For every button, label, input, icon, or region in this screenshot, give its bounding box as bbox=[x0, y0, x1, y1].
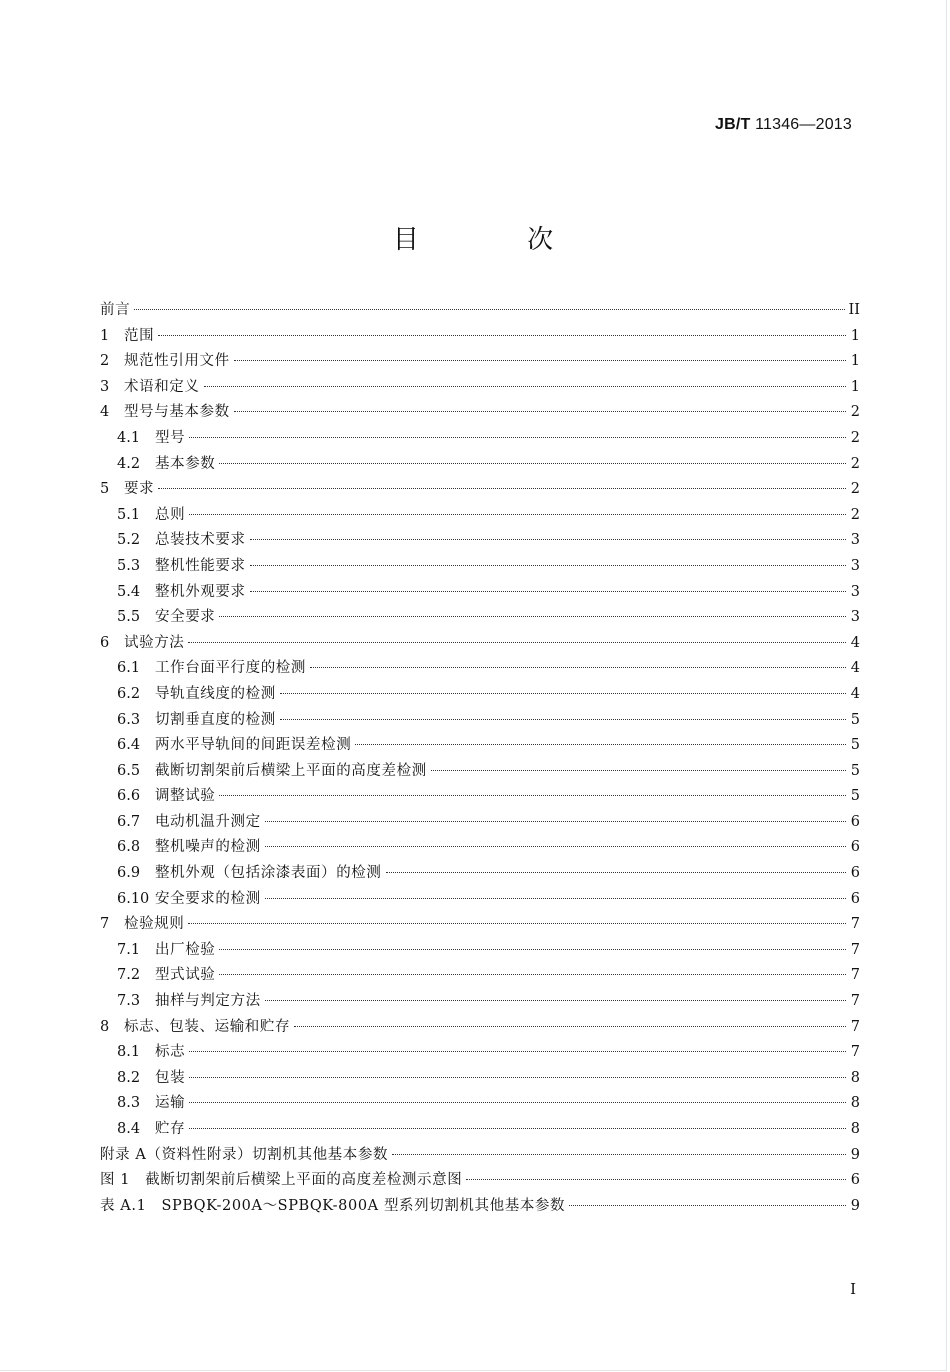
toc-entry[interactable] bbox=[100, 759, 860, 785]
toc-entry-title: 型号与基本参数 bbox=[124, 404, 230, 421]
toc-leader-dots bbox=[188, 923, 846, 924]
toc-entry-page: 7 bbox=[850, 967, 860, 984]
toc-entry-number: 8.4 bbox=[117, 1121, 141, 1137]
toc-entry-number: 8.3 bbox=[117, 1095, 141, 1112]
toc-leader-dots bbox=[219, 795, 846, 796]
toc-entry-title: 型式试验 bbox=[155, 967, 216, 984]
toc-leader-dots bbox=[189, 1102, 846, 1103]
toc-leader-dots bbox=[310, 667, 846, 668]
toc-entry-page: 3 bbox=[850, 532, 860, 549]
toc-entry-title: 基本参数 bbox=[155, 455, 216, 472]
toc-entry[interactable] bbox=[100, 1117, 860, 1143]
toc-entry-page: 4 bbox=[850, 634, 860, 651]
toc-leader-dots bbox=[355, 744, 846, 745]
toc-entry-title: 表 A.1 SPBQK-200A～SPBQK-800A 型系列切割机其他基本参数 bbox=[100, 1197, 566, 1214]
toc-entry[interactable] bbox=[100, 452, 860, 478]
toc-entry-number: 6.2 bbox=[117, 685, 141, 702]
toc-entry-page: 6 bbox=[850, 890, 860, 907]
toc-entry-page: 8 bbox=[850, 1095, 860, 1112]
toc-entry[interactable] bbox=[100, 477, 860, 503]
toc-entry-page: 7 bbox=[850, 1018, 860, 1035]
toc-entry-title: 总则 bbox=[155, 506, 186, 523]
toc-entry-title: 整机性能要求 bbox=[155, 557, 246, 574]
toc-entry-page: 3 bbox=[850, 609, 860, 626]
toc-entry-number: 6 bbox=[100, 634, 110, 651]
toc-entry-title: 总装技术要求 bbox=[155, 532, 246, 549]
toc-entry-page: 7 bbox=[850, 916, 860, 933]
toc-leader-dots bbox=[386, 872, 847, 873]
page-title: 目 次 bbox=[392, 225, 604, 255]
toc-entry-page: 5 bbox=[850, 711, 860, 728]
toc-entry-number: 5.3 bbox=[117, 557, 141, 574]
toc-leader-dots bbox=[265, 846, 846, 847]
toc-entry[interactable] bbox=[100, 708, 860, 734]
toc-entry-page: 9 bbox=[850, 1146, 860, 1163]
toc-entry[interactable] bbox=[100, 810, 860, 836]
toc-entry-page: 5 bbox=[850, 762, 860, 779]
toc-leader-dots bbox=[280, 693, 846, 694]
toc-entry-number: 6.10 bbox=[117, 890, 150, 907]
toc-entry[interactable] bbox=[100, 580, 860, 606]
toc-entry[interactable] bbox=[100, 733, 860, 759]
toc-entry[interactable] bbox=[100, 1194, 860, 1220]
toc-leader-dots bbox=[158, 488, 846, 489]
toc-entry-number: 5.1 bbox=[117, 506, 141, 523]
toc-entry[interactable] bbox=[100, 912, 860, 938]
toc-entry-page: 3 bbox=[850, 557, 860, 574]
toc-leader-dots bbox=[569, 1205, 846, 1206]
toc-leader-dots bbox=[188, 642, 846, 643]
toc-entry-page: 8 bbox=[850, 1121, 860, 1137]
toc-entry-number: 5 bbox=[100, 481, 110, 498]
toc-leader-dots bbox=[234, 411, 846, 412]
toc-entry-title: 试验方法 bbox=[124, 634, 185, 651]
toc-entry-title: 贮存 bbox=[155, 1121, 186, 1137]
toc-entry-title: 附录 A（资料性附录）切割机其他基本参数 bbox=[100, 1146, 389, 1163]
toc-leader-dots bbox=[219, 974, 846, 975]
toc-entry-title: 安全要求的检测 bbox=[155, 890, 261, 907]
toc-leader-dots bbox=[250, 539, 846, 540]
toc-entry-number: 8.1 bbox=[117, 1044, 141, 1061]
toc-entry-number: 2 bbox=[100, 353, 110, 370]
toc-entry-page: 2 bbox=[850, 506, 860, 523]
toc-entry[interactable] bbox=[100, 631, 860, 657]
toc-entry[interactable] bbox=[100, 1143, 860, 1169]
toc-entry[interactable] bbox=[100, 503, 860, 529]
toc-leader-dots bbox=[392, 1154, 846, 1155]
toc-entry-title: 型号 bbox=[155, 429, 186, 446]
toc-leader-dots bbox=[158, 335, 846, 336]
toc-entry[interactable] bbox=[100, 349, 860, 375]
toc-leader-dots bbox=[189, 1128, 846, 1129]
toc-entry-title: 出厂检验 bbox=[155, 941, 216, 958]
toc-entry-number: 6.8 bbox=[117, 839, 141, 856]
toc-entry-title: 切割垂直度的检测 bbox=[155, 711, 276, 728]
toc-leader-dots bbox=[250, 565, 846, 566]
toc-entry-page: 4 bbox=[850, 660, 860, 677]
toc-entry-page: 5 bbox=[850, 737, 860, 754]
toc-entry-number: 5.2 bbox=[117, 532, 141, 549]
toc-entry-number: 7.1 bbox=[117, 941, 141, 958]
toc-entry-page: 9 bbox=[850, 1197, 860, 1214]
table-of-contents bbox=[100, 298, 860, 1219]
toc-entry[interactable] bbox=[100, 528, 860, 554]
toc-entry-title: 术语和定义 bbox=[124, 378, 200, 395]
toc-entry-title: 图 1 截断切割架前后横梁上平面的高度差检测示意图 bbox=[100, 1172, 463, 1189]
toc-entry[interactable] bbox=[100, 400, 860, 426]
toc-entry-title: 检验规则 bbox=[124, 916, 185, 933]
toc-entry-page: 2 bbox=[850, 429, 860, 446]
toc-entry-title: 电动机温升测定 bbox=[155, 813, 261, 830]
toc-entry-page: 1 bbox=[850, 353, 860, 370]
toc-entry[interactable] bbox=[100, 1091, 860, 1117]
toc-entry-page: 6 bbox=[850, 1172, 860, 1189]
toc-leader-dots bbox=[265, 898, 846, 899]
toc-entry[interactable] bbox=[100, 1168, 860, 1194]
toc-entry-page: 6 bbox=[850, 813, 860, 830]
toc-entry-title: 截断切割架前后横梁上平面的高度差检测 bbox=[155, 762, 427, 779]
toc-leader-dots bbox=[189, 1051, 846, 1052]
toc-leader-dots bbox=[204, 386, 847, 387]
toc-entry-page: 1 bbox=[850, 327, 860, 344]
toc-leader-dots bbox=[265, 1000, 846, 1001]
toc-entry-title: 工作台面平行度的检测 bbox=[155, 660, 306, 677]
toc-entry-page: 6 bbox=[850, 865, 860, 882]
toc-leader-dots bbox=[189, 1077, 846, 1078]
toc-entry-title: 整机外观（包括涂漆表面）的检测 bbox=[155, 865, 382, 882]
toc-entry[interactable] bbox=[100, 861, 860, 887]
toc-entry[interactable] bbox=[100, 938, 860, 964]
toc-entry[interactable] bbox=[100, 1066, 860, 1092]
toc-leader-dots bbox=[134, 309, 844, 310]
toc-entry-page: 8 bbox=[850, 1069, 860, 1086]
page-number: I bbox=[850, 1280, 856, 1298]
toc-entry-number: 5.4 bbox=[117, 583, 141, 600]
toc-entry-page: 2 bbox=[850, 404, 860, 421]
toc-entry-number: 7.3 bbox=[117, 993, 141, 1010]
toc-leader-dots bbox=[189, 437, 846, 438]
toc-entry-title: 前言 bbox=[100, 302, 131, 318]
toc-entry-title: 两水平导轨间的间距误差检测 bbox=[155, 737, 352, 754]
toc-entry-number: 4.2 bbox=[117, 455, 141, 472]
toc-leader-dots bbox=[234, 360, 846, 361]
toc-entry-page: 2 bbox=[850, 455, 860, 472]
toc-leader-dots bbox=[294, 1026, 846, 1027]
toc-entry-page: 7 bbox=[850, 1044, 860, 1061]
toc-entry-title: 整机噪声的检测 bbox=[155, 839, 261, 856]
standard-number bbox=[715, 116, 852, 134]
toc-entry-title: 包装 bbox=[155, 1069, 186, 1086]
toc-entry-number: 4.1 bbox=[117, 429, 141, 446]
toc-entry-number: 6.1 bbox=[117, 660, 141, 677]
toc-entry-page: 4 bbox=[850, 685, 860, 702]
toc-entry-title: 导轨直线度的检测 bbox=[155, 685, 276, 702]
toc-leader-dots bbox=[219, 949, 846, 950]
toc-entry-number: 7.2 bbox=[117, 967, 141, 984]
toc-entry[interactable] bbox=[100, 656, 860, 682]
toc-entry-title: 安全要求 bbox=[155, 609, 216, 626]
toc-entry[interactable] bbox=[100, 375, 860, 401]
toc-entry[interactable] bbox=[100, 1015, 860, 1041]
toc-entry-title: 整机外观要求 bbox=[155, 583, 246, 600]
toc-entry[interactable] bbox=[100, 682, 860, 708]
toc-leader-dots bbox=[265, 821, 846, 822]
toc-entry-title: 调整试验 bbox=[155, 788, 216, 805]
toc-entry[interactable] bbox=[100, 324, 860, 350]
toc-leader-dots bbox=[431, 770, 846, 771]
toc-entry-title: 标志、包装、运输和贮存 bbox=[124, 1018, 291, 1035]
toc-entry-page: 2 bbox=[850, 481, 860, 498]
toc-entry[interactable] bbox=[100, 784, 860, 810]
toc-entry-page: 5 bbox=[850, 788, 860, 805]
toc-leader-dots bbox=[219, 463, 846, 464]
toc-leader-dots bbox=[466, 1179, 846, 1180]
toc-entry-number: 7 bbox=[100, 916, 110, 933]
toc-leader-dots bbox=[219, 616, 846, 617]
toc-entry[interactable] bbox=[100, 963, 860, 989]
toc-entry[interactable] bbox=[100, 298, 860, 324]
toc-entry-number: 6.7 bbox=[117, 813, 141, 830]
toc-entry[interactable] bbox=[100, 1040, 860, 1066]
toc-entry[interactable] bbox=[100, 835, 860, 861]
toc-entry-page: 1 bbox=[850, 378, 860, 395]
toc-entry-number: 6.5 bbox=[117, 762, 141, 779]
toc-entry[interactable] bbox=[100, 554, 860, 580]
toc-entry-title: 标志 bbox=[155, 1044, 186, 1061]
toc-entry-title: 规范性引用文件 bbox=[124, 353, 230, 370]
toc-entry-page: II bbox=[848, 302, 860, 318]
toc-entry[interactable] bbox=[100, 426, 860, 452]
toc-entry-title: 要求 bbox=[124, 481, 155, 498]
toc-entry-number: 4 bbox=[100, 404, 110, 421]
toc-entry[interactable] bbox=[100, 887, 860, 913]
toc-entry-page: 6 bbox=[850, 839, 860, 856]
toc-leader-dots bbox=[189, 514, 846, 515]
toc-leader-dots bbox=[250, 591, 846, 592]
toc-entry-number: 1 bbox=[100, 327, 110, 344]
standard-code: 11346—2013 bbox=[750, 116, 852, 133]
toc-entry-number: 8 bbox=[100, 1018, 110, 1035]
toc-entry[interactable] bbox=[100, 989, 860, 1015]
toc-entry-title: 抽样与判定方法 bbox=[155, 993, 261, 1010]
toc-entry-number: 6.4 bbox=[117, 737, 141, 754]
toc-entry-number: 5.5 bbox=[117, 609, 141, 626]
toc-entry-title: 范围 bbox=[124, 327, 155, 344]
toc-entry-page: 3 bbox=[850, 583, 860, 600]
toc-entry-number: 6.9 bbox=[117, 865, 141, 882]
standard-prefix: JB/T bbox=[714, 116, 751, 133]
toc-entry-number: 8.2 bbox=[117, 1069, 141, 1086]
toc-entry[interactable] bbox=[100, 605, 860, 631]
toc-entry-number: 6.3 bbox=[117, 711, 141, 728]
toc-entry-page: 7 bbox=[850, 993, 860, 1010]
toc-entry-page: 7 bbox=[850, 941, 860, 958]
toc-leader-dots bbox=[280, 719, 846, 720]
toc-entry-title: 运输 bbox=[155, 1095, 186, 1112]
toc-entry-number: 6.6 bbox=[117, 788, 141, 805]
toc-entry-number: 3 bbox=[100, 378, 110, 395]
